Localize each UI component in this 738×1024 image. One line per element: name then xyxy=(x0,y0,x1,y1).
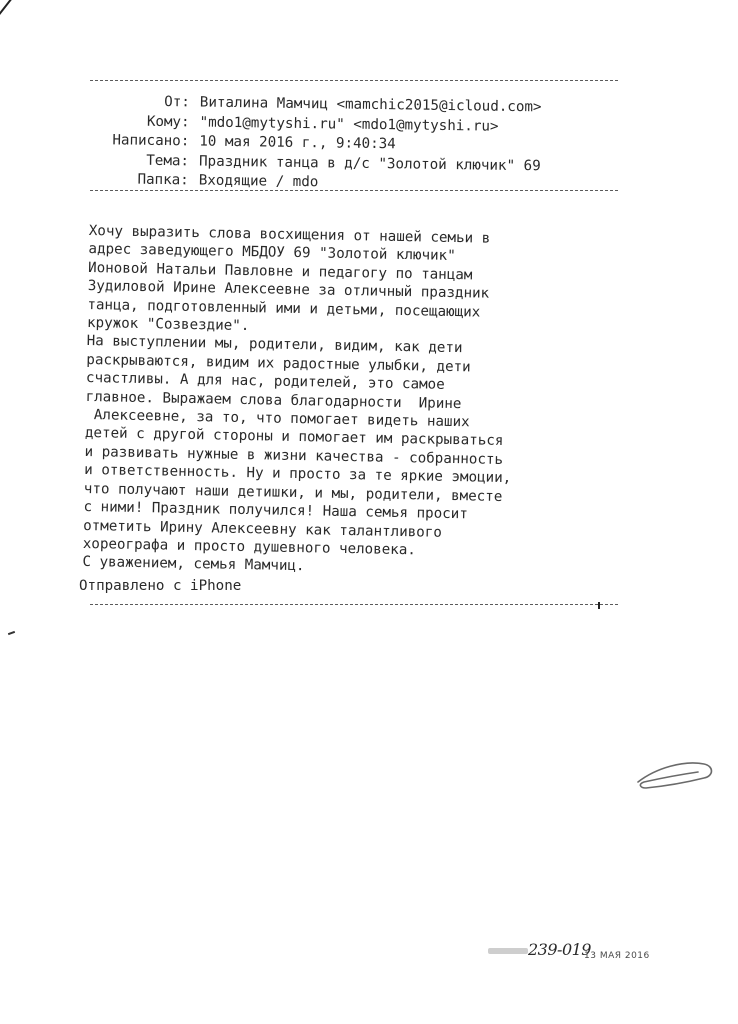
body-line: Зудиловой Ирине Алексеевне за отличный праздник xyxy=(87,278,490,302)
paperclip-icon xyxy=(634,758,716,794)
margin-tick-mark xyxy=(8,631,15,635)
stamp-date: 13 МАЯ 2016 xyxy=(584,951,650,961)
body-line: и развивать нужные в жизни качества - собранность xyxy=(84,443,504,468)
sent-from-signature: Отправлено с iPhone xyxy=(79,578,242,594)
folder-label: Папка: xyxy=(137,171,189,189)
body-bottom-divider xyxy=(90,604,618,605)
body-line: счастливы. А для нас, родителей, это самое xyxy=(85,370,445,394)
written-value: 10 мая 2016 г., 9:40:34 xyxy=(199,133,396,153)
body-line: раскрываются, видим их радостные улыбки, дети xyxy=(86,351,471,376)
written-label: Написано: xyxy=(112,132,190,150)
registration-stamp xyxy=(488,940,658,970)
body-line: кружок "Созвездие". xyxy=(86,315,250,335)
stamp-number: 239-019 xyxy=(528,940,591,959)
to-label: Кому: xyxy=(146,113,190,130)
email-header xyxy=(89,92,650,197)
body-line: С уважением, семья Мамчиц. xyxy=(82,554,305,575)
body-line: хореографа и просто душевного человека. xyxy=(82,535,417,559)
from-value: Виталина Мамчиц <mamchic2015@icloud.com> xyxy=(199,94,542,116)
body-line: Хочу выразить слова восхищения от нашей семьи в xyxy=(88,222,491,247)
body-line: что получают наши детишки, и мы, родители, вместе xyxy=(83,480,503,505)
body-line: На выступлении мы, родители, видим, как дети xyxy=(86,333,463,357)
header-bottom-divider xyxy=(90,190,618,191)
body-line: танца, подготовленный ими и детьми, посещающих xyxy=(87,296,481,321)
body-line: отметить Ирину Алексеевну как талантливого xyxy=(83,517,443,541)
body-line: адрес заведующего МБДОУ 69 "Золотой ключик" xyxy=(88,241,456,265)
header-top-divider xyxy=(90,80,618,81)
body-line: Ионовой Натальи Павловне и педагогу по танцам xyxy=(87,259,473,284)
body-line: с ними! Праздник получился! Наша семья просит xyxy=(83,499,468,523)
body-line: детей с другой стороны и помогает им раскрываться xyxy=(84,425,504,450)
body-line: главное. Выражаем слова благодарности Ирине xyxy=(85,388,462,412)
body-line: Алексеевне, за то, что помогает видеть наших xyxy=(85,407,470,431)
corner-pen-mark xyxy=(0,0,14,18)
folder-value: Входящие / mdo xyxy=(198,172,319,191)
stamp-smudge xyxy=(488,948,528,954)
email-body xyxy=(82,222,649,582)
subject-value: Праздник танца в д/с "Золотой ключик" 69 xyxy=(198,153,541,174)
body-line: и ответственность. Ну и просто за те яркие эмоции, xyxy=(84,462,512,487)
from-label: От: xyxy=(164,94,190,111)
subject-label: Тема: xyxy=(146,152,190,169)
to-value: "mdo1@mytyshi.ru" <mdo1@mytyshi.ru> xyxy=(199,114,499,135)
